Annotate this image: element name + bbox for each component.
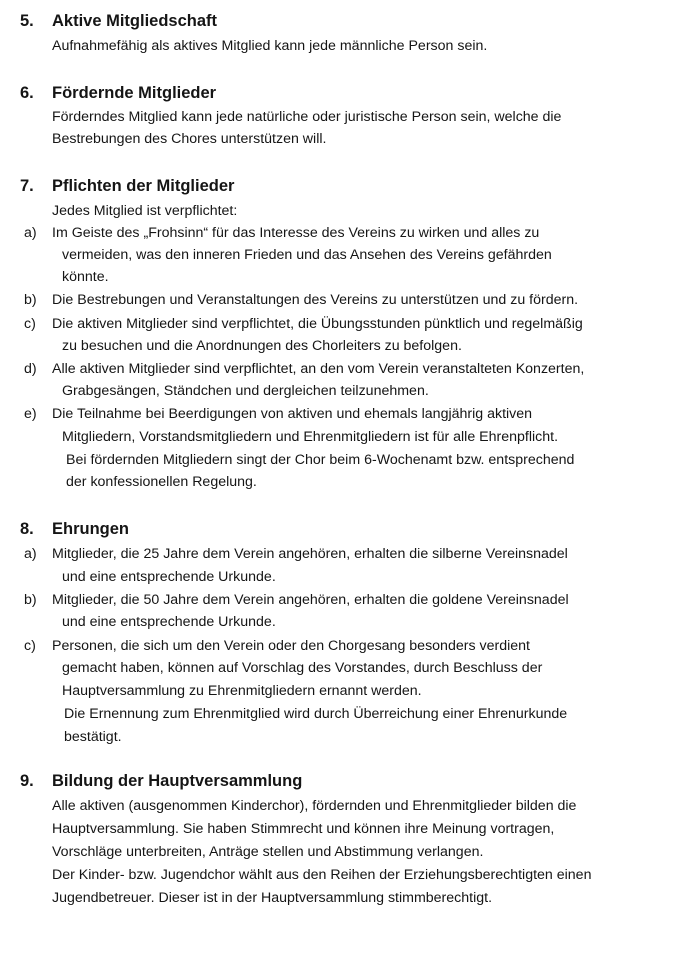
list-item-line: Bei fördernden Mitgliedern singt der Chor beim 6-Wochenamt bzw. entsprechend xyxy=(66,452,575,468)
section-9-heading xyxy=(20,772,302,791)
list-item-line: Die Teilnahme bei Beerdigungen von aktiven und ehemals langjährig aktiven xyxy=(52,406,533,422)
list-item-letter: b) xyxy=(24,292,37,308)
list-item-line: Grabgesängen, Ständchen und dergleichen teilzunehmen. xyxy=(62,383,429,399)
section-6-heading xyxy=(20,84,216,103)
list-item-line: Alle aktiven Mitglieder sind verpflichtet, an den vom Verein veranstalteten Konzerten, xyxy=(52,361,585,377)
list-item-line: Mitgliedern, Vorstandsmitgliedern und Ehrenmitgliedern ist für alle Ehrenpflicht. xyxy=(62,429,559,445)
paragraph-line: Förderndes Mitglied kann jede natürliche oder juristische Person sein, welche die xyxy=(52,109,562,125)
section-title: Fördernde Mitglieder xyxy=(52,84,217,102)
paragraph-line: Der Kinder- bzw. Jugendchor wählt aus den Reihen der Erziehungsberechtigten einen xyxy=(52,867,592,883)
paragraph-line: Alle aktiven (ausgenommen Kinderchor), fördernden und Ehrenmitglieder bilden die xyxy=(52,798,577,814)
list-item-line: könnte. xyxy=(62,269,109,285)
paragraph-line: Hauptversammlung. Sie haben Stimmrecht und können ihre Meinung vortragen, xyxy=(52,821,555,837)
list-item-letter: c) xyxy=(24,638,36,654)
list-item-line: Die Ernennung zum Ehrenmitglied wird durch Überreichung einer Ehrenurkunde xyxy=(64,706,568,722)
list-item-line: Die Bestrebungen und Veranstaltungen des Vereins zu unterstützen und zu fördern. xyxy=(52,292,579,308)
paragraph-line: Bestrebungen des Chores unterstützen will. xyxy=(52,131,327,147)
list-item-line: bestätigt. xyxy=(64,729,122,745)
section-7-intro: Jedes Mitglied ist verpflichtet: xyxy=(52,203,238,219)
section-7-heading xyxy=(20,177,234,196)
list-item-line: Mitglieder, die 25 Jahre dem Verein angehören, erhalten die silberne Vereinsnadel xyxy=(52,546,568,562)
section-title: Ehrungen xyxy=(52,520,129,538)
section-title: Bildung der Hauptversammlung xyxy=(52,772,303,790)
list-item-line: Hauptversammlung zu Ehrenmitgliedern ernannt werden. xyxy=(62,683,422,699)
list-item-letter: b) xyxy=(24,592,37,608)
list-item-letter: d) xyxy=(24,361,37,377)
section-number: 6. xyxy=(20,84,34,102)
section-5-heading xyxy=(20,12,217,31)
list-item-letter: c) xyxy=(24,316,36,332)
paragraph-line: Vorschläge unterbreiten, Anträge stellen und Abstimmung verlangen. xyxy=(52,844,484,860)
list-item-letter: e) xyxy=(24,406,37,422)
section-5-text: Aufnahmefähig als aktives Mitglied kann jede männliche Person sein. xyxy=(52,38,488,54)
list-item-line: vermeiden, was den inneren Frieden und das Ansehen des Vereins gefährden xyxy=(62,247,552,263)
list-item-line: zu besuchen und die Anordnungen des Chorleiters zu befolgen. xyxy=(62,338,462,354)
section-number: 9. xyxy=(20,772,34,790)
list-item-letter: a) xyxy=(24,225,37,241)
list-item-line: Personen, die sich um den Verein oder den Chorgesang besonders verdient xyxy=(52,638,530,654)
list-item-line: Im Geiste des „Frohsinn“ für das Interesse des Vereins zu wirken und alles zu xyxy=(52,225,540,241)
section-number: 8. xyxy=(20,520,34,538)
section-title: Aktive Mitgliedschaft xyxy=(52,12,218,30)
section-number: 7. xyxy=(20,177,34,195)
list-item-line: der konfessionellen Regelung. xyxy=(66,474,257,490)
list-item-line: Mitglieder, die 50 Jahre dem Verein angehören, erhalten die goldene Vereinsnadel xyxy=(52,592,569,608)
list-item-line: gemacht haben, können auf Vorschlag des Vorstandes, durch Beschluss der xyxy=(62,660,543,676)
list-item-line: und eine entsprechende Urkunde. xyxy=(62,569,276,585)
paragraph-line: Jugendbetreuer. Dieser ist in der Hauptversammlung stimmberechtigt. xyxy=(52,890,493,906)
section-title: Pflichten der Mitglieder xyxy=(52,177,235,195)
section-8-heading xyxy=(20,520,129,539)
list-item-line: und eine entsprechende Urkunde. xyxy=(62,614,276,630)
list-item-line: Die aktiven Mitglieder sind verpflichtet, die Übungsstunden pünktlich und regelmäßig xyxy=(52,316,583,332)
list-item-letter: a) xyxy=(24,546,37,562)
section-number: 5. xyxy=(20,12,34,30)
